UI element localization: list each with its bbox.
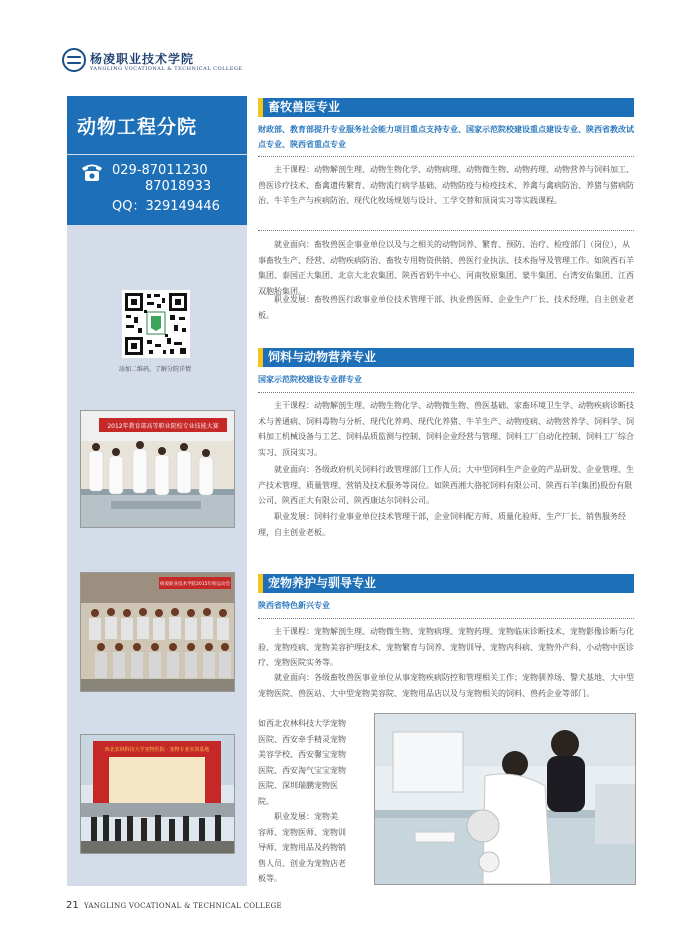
divider — [258, 618, 634, 619]
photo-group — [80, 572, 235, 692]
text-line: 板等。 — [258, 874, 282, 883]
text-line: 如西北农林科技大学宠物 — [258, 719, 346, 728]
divider — [258, 156, 634, 157]
college-logo-icon — [62, 48, 86, 72]
divider — [258, 230, 634, 231]
section-marker — [258, 574, 263, 593]
text-line: 院。 — [258, 796, 274, 806]
photo-pet-lab-work — [374, 713, 636, 885]
telephone-icon — [80, 162, 104, 182]
section-employment-cont — [258, 716, 372, 887]
text-line: 售人员、创业为宠物店老 — [258, 858, 346, 868]
qq-number: QQ：329149446 — [112, 199, 220, 214]
text-line: 容师、宠物医师、宠物训 — [258, 827, 346, 837]
text-line: 美容学校、西安馨宝宠物 — [258, 750, 346, 759]
text-line: 医院、深圳瑞鹏宠物医 — [258, 781, 338, 790]
section-employment: 就业面向：各级政府机关饲料行政管理部门工作人员；大中型饲料生产企业的产品研发、企业管理、生产技术管理、质量管理、营销及技术服务等岗位。如陕西湘大骆驼饲料有限公司、陕西石羊(集团)股份有限公司、陕西正大有限公司、陕西康达尔饲料公司。 — [258, 465, 634, 505]
section-marker — [258, 98, 263, 117]
photo-pet-hospital-gate — [80, 734, 235, 854]
text-line: 导师、宠物用品及药物销 — [258, 843, 346, 852]
photo-lab-competition — [80, 410, 235, 528]
section-career: 职业发展：畜牧兽医行政事业单位技术管理干部、执业兽医师、企业生产厂长、技术经理、自主创业老板。 — [258, 295, 634, 320]
text-line: 医院、西安淘气宝宝宠物 — [258, 765, 346, 775]
section-courses: 主干课程：动物解剖生理、动物生物化学、动物病理、动物微生物、动物药理、动物营养与饲料加工、兽医诊疗技术、畜禽遗传繁育、动物流行病学基础、动物防疫与检疫技术、养禽与禽病防治、养猪与猪病防治、牛羊生产与疾病防治、现代化牧场规划与设计、工学交替和顶岗实习等实践课程。 — [258, 165, 634, 205]
section-title: 饲料与动物营养专业 — [268, 350, 377, 364]
section-subtitle: 陕西省特色新兴专业 — [258, 601, 330, 610]
phone-number-1: 029-87011230 — [112, 163, 208, 178]
section-title: 畜牧兽医专业 — [268, 100, 341, 114]
qr-code — [122, 290, 190, 358]
section-marker — [258, 348, 263, 367]
section-subtitle: 财政部、教育部提升专业服务社会能力项目重点支持专业、国家示范院校建设重点建设专业、陕西省教改试点专业、陕西省重点专业 — [258, 125, 634, 149]
section-employment: 就业面向：各级畜牧兽医事业单位从事宠物疾病防控和管理相关工作；宠物驯养场、警犬基地、大中型宠物医院、兽医站、大中型宠物美容院、宠物用品店以及与宠物相关的饲料、兽药企业等部门。 — [258, 673, 634, 698]
footer-college-name: YANGLING VOCATIONAL & TECHNICAL COLLEGE — [84, 902, 282, 910]
section-courses: 主干课程：动物解剖生理、动物生物化学、动物微生物、兽医基础、家畜环境卫生学、动物疾病诊断技术与普通病、饲料毒物与分析、现代化养鸡、现代化养猪、牛羊生产、动物疫病、动物营养学、饲料学、饲料加工机械设备与工艺、饲料品质监测与控制、饲料企业经营与管理、饲料工厂自动化控制、饲料工厂综合实习、顶岗实习。 — [258, 401, 634, 457]
qr-caption: 添加二维码，了解分院详情 — [118, 366, 191, 373]
college-name-cn: 杨凌职业技术学院 — [90, 52, 195, 66]
lab-banner-text: 2012年教育部高等职业院校专业技能大赛 — [107, 423, 219, 430]
dept-title: 动物工程分院 — [77, 116, 198, 138]
group-banner-text: 杨凌职业技术学院2015年校运动会 — [160, 582, 230, 587]
text-line: 职业发展：宠物美 — [274, 812, 338, 821]
section-subtitle: 国家示范院校建设专业群专业 — [258, 375, 362, 384]
page-number: 21 — [66, 900, 79, 911]
section-courses: 主干课程：宠物解剖生理、动物微生物、宠物病理、宠物药理、宠物临床诊断技术、宠物影像诊断与化验、宠物疫病、宠物美容护理技术、宠物繁育与饲养、宠物训导、宠物内科病、宠物外产科、小动物中医诊疗、宠物医院实务等。 — [258, 627, 634, 667]
text-line: 医院、西安牵手精灵宠物 — [258, 734, 346, 744]
section-employment: 就业面向：畜牧兽医企事业单位以及与之相关的动物饲养、繁育、预防、治疗、检疫部门（岗位），从事畜牧生产、经营、动物疾病防治、畜牧专用物资供销、兽医行业执法、技术指导及管理工作。如陕西石羊集团、泰国正大集团、北京大北农集团、陕西省奶牛中心、河南牧原集团、蒙牛集团、台湾安佑集团、江西双胞胎集团。 — [258, 240, 634, 296]
arch-text: 西北农林科技大学宠物医院 · 宠物专业实训基地 — [104, 747, 210, 753]
divider — [258, 392, 634, 393]
phone-number-2: 87018933 — [145, 179, 212, 194]
section-career: 职业发展：饲料行业事业单位技术管理干部，企业饲料配方师、质量化验师、生产厂长、销售服务经理，自主创业老板。 — [258, 512, 626, 537]
section-title: 宠物养护与驯导专业 — [268, 576, 377, 590]
college-name-en: YANGLING VOCATIONAL & TECHNICAL COLLEGE — [90, 66, 243, 72]
